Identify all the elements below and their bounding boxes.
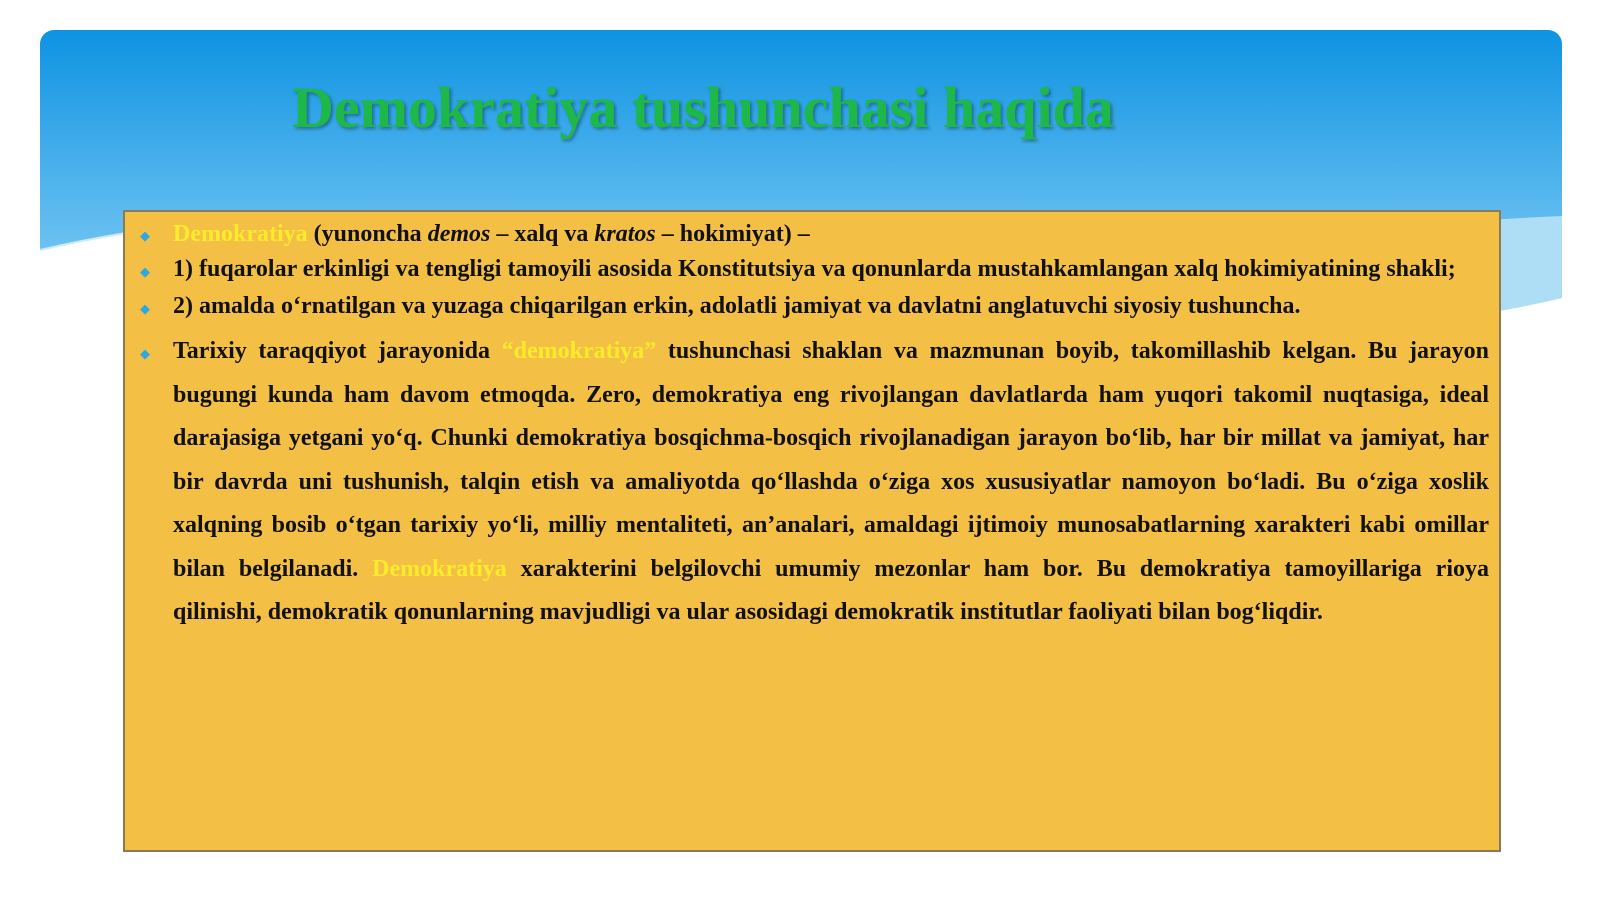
diamond-bullet-icon: ◆ <box>140 301 150 316</box>
diamond-bullet-icon: ◆ <box>140 264 150 279</box>
content-box <box>123 210 1501 852</box>
diamond-bullet-icon: ◆ <box>140 228 150 243</box>
list-item-meaning-2 <box>140 290 1489 322</box>
list-item-definition: ◆ Demokratiya (yunoncha demos – xalq va kratos – hokimiyat) – <box>140 221 810 247</box>
list-item-history: ◆ Tarixiy taraqqiyot jarayonida “demokratiya” tushunchasi shaklan va mazmunan boyib, takomillashib kelgan. Bu jarayon bugungi kunda ham davom etmoqda. Zero, demokratiya eng rivojlangan davlatlarda ham yuqori takomil nuqtasiga, ideal darajasiga yetgani yo‘q. Chunki demokratiya bosqichma-bosqich rivojlanadigan jarayon bo‘lib, har bir millat va jamiyat, har bir davrda uni tushunish, talqin etish va amaliyotda qo‘llashda o‘ziga xos xususiyatlar namoyon bo‘ladi. Bu o‘ziga xoslik xalqning bosib o‘tgan tarixiy yo‘li, milliy mentaliteti, an’analari, amaldagi ijtimoiy munosabatlarning xarakteri kabi omillar bilan belgilanadi. Demokratiya xarakterini belgilovchi umumiy mezonlar ham bor. Bu demokratiya tamoyillariga rioya qilinishi, demokratik qonunlarning mavjudligi va ular asosidagi demokratik institutlar faoliyati bilan bog‘liqdir. <box>140 338 1489 625</box>
slide-title: Demokratiya tushunchasi haqida <box>292 75 1114 140</box>
list-item-meaning-1 <box>140 254 1489 284</box>
diamond-bullet-icon: ◆ <box>140 346 150 361</box>
highlight-term: Demokratiya <box>173 221 308 247</box>
content-list <box>140 218 1489 635</box>
highlight-term: Demokratiya <box>372 555 507 582</box>
item-text: 1) fuqarolar erkinligi va tengligi tamoyili asosida Konstitutsiya va qonunlarda mustahkamlangan xalq hokimiyatining shakli; <box>173 256 1456 282</box>
item-text: 2) amalda o‘rnatilgan va yuzaga chiqarilgan erkin, adolatli jamiyat va davlatni anglatuvchi siyosiy tushuncha. <box>173 293 1301 319</box>
highlight-term: “demokratiya” <box>501 338 657 364</box>
